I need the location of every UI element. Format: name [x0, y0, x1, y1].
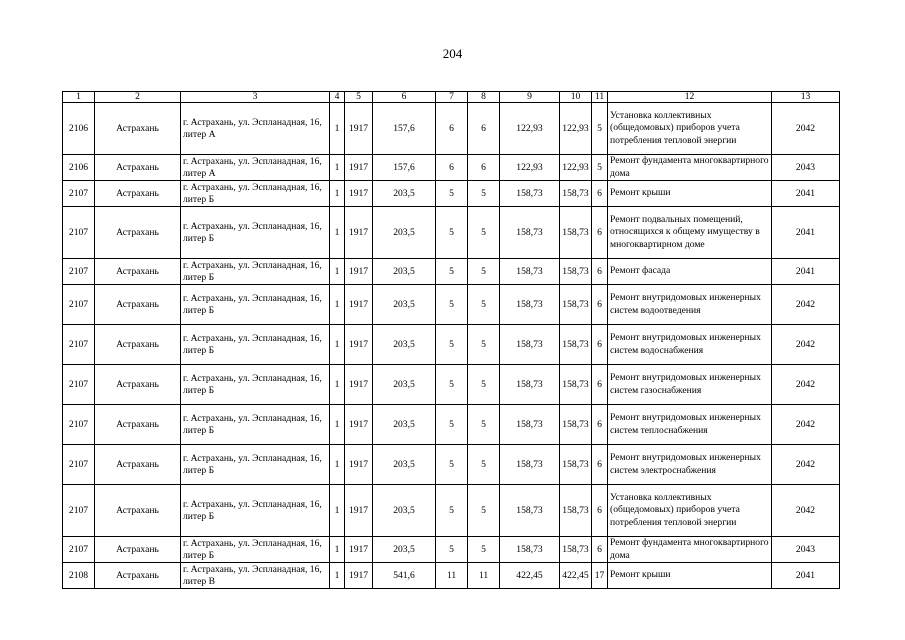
cell-address: г. Астрахань, ул. Эспланадная, 16, литер Б [181, 259, 330, 285]
cell-area-living: 158,73 [500, 285, 560, 325]
cell-id: 2107 [63, 285, 95, 325]
column-header: 8 [468, 92, 500, 103]
cell-col7: 5 [436, 365, 468, 405]
cell-col11: 6 [592, 445, 608, 485]
table-row [63, 563, 840, 589]
cell-col10: 122,93 [560, 155, 592, 181]
cell-year: 1917 [345, 325, 373, 365]
cell-area-living: 122,93 [500, 103, 560, 155]
cell-id: 2108 [63, 563, 95, 589]
table-row [63, 207, 840, 259]
column-header: 13 [772, 92, 840, 103]
table-row [63, 103, 840, 155]
cell-city: Астрахань [95, 207, 181, 259]
table-row [63, 181, 840, 207]
cell-year-planned: 2042 [772, 285, 840, 325]
cell-id: 2107 [63, 445, 95, 485]
column-header: 12 [608, 92, 772, 103]
cell-col7: 6 [436, 155, 468, 181]
cell-work-type: Ремонт крыши [608, 563, 772, 589]
cell-year: 1917 [345, 405, 373, 445]
cell-area-living: 158,73 [500, 485, 560, 537]
cell-year-planned: 2042 [772, 103, 840, 155]
cell-col11: 6 [592, 537, 608, 563]
cell-year: 1917 [345, 445, 373, 485]
cell-col11: 6 [592, 259, 608, 285]
cell-count: 1 [330, 259, 345, 285]
cell-col10: 158,73 [560, 325, 592, 365]
cell-count: 1 [330, 207, 345, 259]
cell-address: г. Астрахань, ул. Эспланадная, 16, литер Б [181, 181, 330, 207]
cell-area-living: 158,73 [500, 181, 560, 207]
cell-area-living: 422,45 [500, 563, 560, 589]
cell-area: 203,5 [373, 537, 436, 563]
cell-year-planned: 2042 [772, 365, 840, 405]
cell-area-living: 158,73 [500, 537, 560, 563]
cell-col7: 5 [436, 325, 468, 365]
cell-col8: 6 [468, 155, 500, 181]
cell-work-type: Ремонт подвальных помещений, относящихся к общему имуществу в многоквартирном доме [608, 207, 772, 259]
cell-id: 2107 [63, 259, 95, 285]
cell-year: 1917 [345, 103, 373, 155]
cell-address: г. Астрахань, ул. Эспланадная, 16, литер Б [181, 537, 330, 563]
cell-year: 1917 [345, 155, 373, 181]
cell-area: 203,5 [373, 181, 436, 207]
cell-year: 1917 [345, 285, 373, 325]
cell-city: Астрахань [95, 103, 181, 155]
cell-area-living: 158,73 [500, 445, 560, 485]
cell-year: 1917 [345, 563, 373, 589]
cell-col7: 5 [436, 259, 468, 285]
cell-year-planned: 2041 [772, 259, 840, 285]
cell-col11: 17 [592, 563, 608, 589]
cell-area: 203,5 [373, 285, 436, 325]
column-header: 9 [500, 92, 560, 103]
cell-id: 2107 [63, 485, 95, 537]
cell-id: 2107 [63, 365, 95, 405]
cell-year: 1917 [345, 537, 373, 563]
cell-col11: 6 [592, 207, 608, 259]
cell-col8: 5 [468, 405, 500, 445]
cell-col10: 158,73 [560, 485, 592, 537]
cell-col11: 6 [592, 325, 608, 365]
cell-col10: 158,73 [560, 259, 592, 285]
cell-area: 203,5 [373, 445, 436, 485]
cell-work-type: Ремонт внутридомовых инженерных систем газоснабжения [608, 365, 772, 405]
cell-col10: 158,73 [560, 181, 592, 207]
table-row [63, 285, 840, 325]
table-row [63, 325, 840, 365]
cell-count: 1 [330, 445, 345, 485]
cell-area-living: 158,73 [500, 325, 560, 365]
cell-col11: 5 [592, 103, 608, 155]
cell-year-planned: 2042 [772, 485, 840, 537]
cell-id: 2107 [63, 207, 95, 259]
cell-count: 1 [330, 405, 345, 445]
column-header: 1 [63, 92, 95, 103]
cell-id: 2107 [63, 537, 95, 563]
cell-year: 1917 [345, 485, 373, 537]
cell-city: Астрахань [95, 259, 181, 285]
cell-area-living: 158,73 [500, 365, 560, 405]
cell-col8: 5 [468, 485, 500, 537]
cell-area: 203,5 [373, 365, 436, 405]
cell-id: 2107 [63, 325, 95, 365]
cell-year: 1917 [345, 365, 373, 405]
cell-col8: 5 [468, 445, 500, 485]
cell-address: г. Астрахань, ул. Эспланадная, 16, литер Б [181, 207, 330, 259]
cell-city: Астрахань [95, 405, 181, 445]
cell-col7: 5 [436, 445, 468, 485]
cell-col10: 158,73 [560, 365, 592, 405]
table-body [63, 103, 840, 589]
table-row [63, 405, 840, 445]
cell-address: г. Астрахань, ул. Эспланадная, 16, литер А [181, 155, 330, 181]
cell-count: 1 [330, 155, 345, 181]
table-header [63, 92, 840, 103]
cell-address: г. Астрахань, ул. Эспланадная, 16, литер Б [181, 325, 330, 365]
cell-col10: 158,73 [560, 207, 592, 259]
cell-year-planned: 2042 [772, 405, 840, 445]
cell-col7: 5 [436, 485, 468, 537]
cell-col7: 11 [436, 563, 468, 589]
cell-year-planned: 2043 [772, 155, 840, 181]
table-row [63, 259, 840, 285]
cell-year: 1917 [345, 207, 373, 259]
cell-id: 2107 [63, 181, 95, 207]
table-row [63, 365, 840, 405]
cell-id: 2106 [63, 155, 95, 181]
cell-col10: 158,73 [560, 537, 592, 563]
column-header: 11 [592, 92, 608, 103]
cell-col11: 6 [592, 365, 608, 405]
cell-year-planned: 2043 [772, 537, 840, 563]
cell-year-planned: 2041 [772, 563, 840, 589]
cell-address: г. Астрахань, ул. Эспланадная, 16, литер Б [181, 285, 330, 325]
column-header: 6 [373, 92, 436, 103]
cell-col11: 6 [592, 485, 608, 537]
cell-address: г. Астрахань, ул. Эспланадная, 16, литер Б [181, 485, 330, 537]
cell-city: Астрахань [95, 155, 181, 181]
cell-address: г. Астрахань, ул. Эспланадная, 16, литер В [181, 563, 330, 589]
cell-area-living: 158,73 [500, 207, 560, 259]
cell-work-type: Ремонт внутридомовых инженерных систем электроснабжения [608, 445, 772, 485]
cell-col10: 122,93 [560, 103, 592, 155]
cell-col10: 158,73 [560, 285, 592, 325]
cell-col8: 5 [468, 537, 500, 563]
cell-col10: 422,45 [560, 563, 592, 589]
column-header: 10 [560, 92, 592, 103]
cell-work-type: Установка коллективных (общедомовых) приборов учета потребления тепловой энергии [608, 103, 772, 155]
column-header: 4 [330, 92, 345, 103]
cell-city: Астрахань [95, 537, 181, 563]
cell-year-planned: 2041 [772, 207, 840, 259]
cell-work-type: Ремонт фундамента многоквартирного дома [608, 155, 772, 181]
cell-city: Астрахань [95, 445, 181, 485]
cell-address: г. Астрахань, ул. Эспланадная, 16, литер Б [181, 365, 330, 405]
cell-work-type: Установка коллективных (общедомовых) приборов учета потребления тепловой энергии [608, 485, 772, 537]
cell-col8: 5 [468, 207, 500, 259]
column-header: 3 [181, 92, 330, 103]
cell-count: 1 [330, 365, 345, 405]
cell-col8: 11 [468, 563, 500, 589]
page-number: 204 [442, 46, 463, 61]
column-header: 2 [95, 92, 181, 103]
cell-work-type: Ремонт внутридомовых инженерных систем водоотведения [608, 285, 772, 325]
cell-year: 1917 [345, 181, 373, 207]
cell-work-type: Ремонт фасада [608, 259, 772, 285]
cell-col7: 5 [436, 537, 468, 563]
cell-year-planned: 2042 [772, 325, 840, 365]
table-row [63, 445, 840, 485]
header-row [63, 92, 840, 103]
cell-col8: 5 [468, 181, 500, 207]
cell-col8: 5 [468, 259, 500, 285]
cell-address: г. Астрахань, ул. Эспланадная, 16, литер Б [181, 405, 330, 445]
cell-col7: 5 [436, 405, 468, 445]
cell-count: 1 [330, 103, 345, 155]
cell-area: 541,6 [373, 563, 436, 589]
cell-address: г. Астрахань, ул. Эспланадная, 16, литер А [181, 103, 330, 155]
cell-col7: 5 [436, 285, 468, 325]
cell-col10: 158,73 [560, 445, 592, 485]
cell-count: 1 [330, 485, 345, 537]
cell-city: Астрахань [95, 325, 181, 365]
cell-year-planned: 2042 [772, 445, 840, 485]
cell-year: 1917 [345, 259, 373, 285]
cell-area: 203,5 [373, 207, 436, 259]
cell-work-type: Ремонт фундамента многоквартирного дома [608, 537, 772, 563]
cell-area-living: 158,73 [500, 405, 560, 445]
cell-address: г. Астрахань, ул. Эспланадная, 16, литер Б [181, 445, 330, 485]
cell-count: 1 [330, 181, 345, 207]
cell-col11: 6 [592, 285, 608, 325]
cell-area: 157,6 [373, 103, 436, 155]
cell-col7: 5 [436, 181, 468, 207]
cell-col10: 158,73 [560, 405, 592, 445]
cell-col11: 6 [592, 181, 608, 207]
column-header: 5 [345, 92, 373, 103]
cell-city: Астрахань [95, 485, 181, 537]
cell-count: 1 [330, 563, 345, 589]
cell-area: 203,5 [373, 485, 436, 537]
cell-city: Астрахань [95, 181, 181, 207]
cell-id: 2107 [63, 405, 95, 445]
cell-work-type: Ремонт внутридомовых инженерных систем теплоснабжения [608, 405, 772, 445]
cell-city: Астрахань [95, 285, 181, 325]
cell-col8: 6 [468, 103, 500, 155]
cell-count: 1 [330, 325, 345, 365]
cell-col11: 6 [592, 405, 608, 445]
cell-count: 1 [330, 285, 345, 325]
cell-id: 2106 [63, 103, 95, 155]
cell-work-type: Ремонт крыши [608, 181, 772, 207]
cell-area: 203,5 [373, 325, 436, 365]
cell-col8: 5 [468, 365, 500, 405]
cell-work-type: Ремонт внутридомовых инженерных систем водоснабжения [608, 325, 772, 365]
cell-area: 203,5 [373, 405, 436, 445]
cell-col11: 5 [592, 155, 608, 181]
cell-area: 203,5 [373, 259, 436, 285]
cell-year-planned: 2041 [772, 181, 840, 207]
capital-repair-table [62, 91, 840, 589]
cell-col7: 6 [436, 103, 468, 155]
cell-col8: 5 [468, 325, 500, 365]
cell-area: 157,6 [373, 155, 436, 181]
cell-area-living: 158,73 [500, 259, 560, 285]
cell-area-living: 122,93 [500, 155, 560, 181]
cell-city: Астрахань [95, 365, 181, 405]
cell-col8: 5 [468, 285, 500, 325]
cell-col7: 5 [436, 207, 468, 259]
cell-city: Астрахань [95, 563, 181, 589]
cell-count: 1 [330, 537, 345, 563]
table-row [63, 537, 840, 563]
table-row [63, 485, 840, 537]
table-row [63, 155, 840, 181]
column-header: 7 [436, 92, 468, 103]
